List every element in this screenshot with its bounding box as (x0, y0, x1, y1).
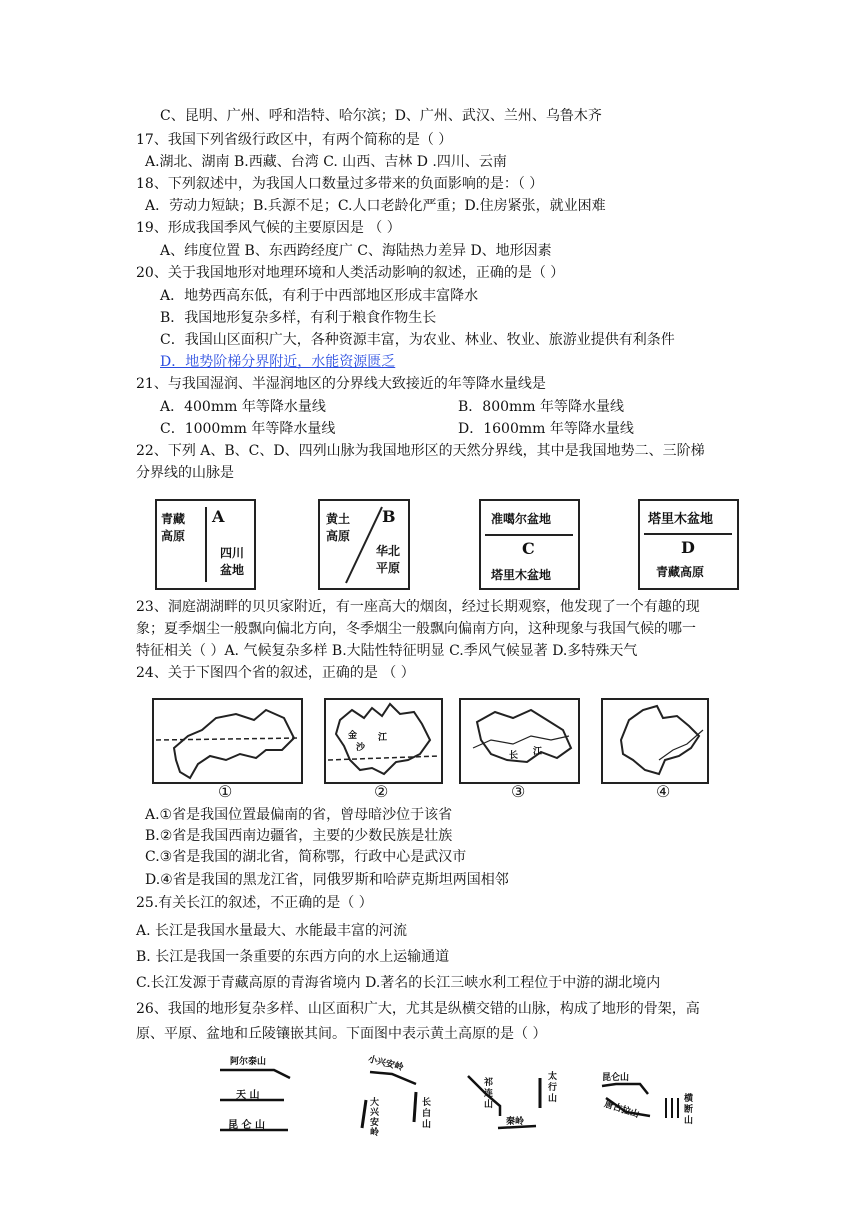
mountain-3-label-2: 太行山 (548, 1072, 558, 1104)
box-d-letter: D (681, 538, 695, 557)
box-c-letter: C (522, 539, 535, 558)
q25-option-a: A. 长江是我国水量最大、水能最丰富的河流 (136, 923, 408, 939)
q17-options: A.湖北、湖南 B.西藏、台湾 C. 山西、吉林 D .四川、云南 (145, 154, 507, 170)
q25-option-cd: C.长江发源于青藏高原的青海省境内 D.著名的长江三峡水利工程位于中游的湖北境内 (136, 975, 661, 991)
province-map-3 (459, 698, 580, 784)
q20-option-b: B．我国地形复杂多样，有利于粮食作物生长 (160, 310, 437, 326)
box-b (318, 499, 410, 590)
mountain-sketch-4 (596, 1064, 696, 1130)
q24-option-c: C.③省是我国的湖北省，简称鄂，行政中心是武汉市 (145, 849, 467, 865)
mountain-2-label-1: 小兴安岭 (366, 1054, 405, 1074)
q18-stem: 18、下列叙述中，为我国人口数量过多带来的负面影响的是：（ ） (136, 176, 544, 192)
q20-option-c: C．我国山区面积广大，各种资源丰富，为农业、林业、牧业、旅游业提供有利条件 (160, 332, 675, 348)
q23-stem-cont: 象；夏季烟尘一般飘向偏北方向，冬季烟尘一般飘向偏南方向，这种现象与我国气候的哪一 (136, 621, 696, 637)
box-b-letter: B (382, 507, 396, 526)
map2-label-2: 沙 (356, 743, 366, 753)
map3-label-1: 长 (509, 751, 519, 761)
q23-options: 特征相关（ ）A. 气候复杂多样 B.大陆性特征明显 C.季风气候显著 D.多特殊天气 (136, 643, 638, 659)
q18-options: A．劳动力短缺；B.兵源不足；C.人口老龄化严重；D.住房紧张，就业困难 (145, 198, 606, 214)
q20-stem: 20、关于我国地形对地理环境和人类活动影响的叙述，正确的是（ ） (136, 265, 565, 281)
box-a-divider (205, 507, 207, 582)
box-d-divider (644, 533, 732, 535)
q24-option-d: D.④省是我国的黑龙江省，同俄罗斯和哈萨克斯坦两国相邻 (145, 872, 509, 888)
q21-stem: 21、与我国湿润、半湿润地区的分界线大致接近的年等降水量线是 (136, 376, 546, 392)
q23-stem: 23、洞庭湖湖畔的贝贝家附近，有一座高大的烟囱，经过长期观察，他发现了一个有趣的现 (136, 599, 700, 615)
mountain-3-label-1: 祁连山 (484, 1078, 494, 1110)
box-a-bottom-right: 四川 盆地 (220, 546, 245, 577)
mountain-4-label-2: 唐古拉山 (602, 1099, 641, 1121)
mountain-2-label-2: 大兴安岭 (370, 1098, 380, 1138)
map-label-4: ④ (656, 782, 671, 801)
q22-stem: 22、下列 A、B、C、D、四列山脉为我国地形区的天然分界线，其中是我国地势二、三阶梯 (136, 443, 705, 459)
map-label-3: ③ (511, 782, 526, 801)
box-a-top-left: 青藏 高原 (161, 512, 186, 543)
box-d (638, 499, 739, 590)
box-b-top-left: 黄土 高原 (326, 512, 351, 543)
q24-option-a: A.①省是我国位置最偏南的省，曾母暗沙位于该省 (145, 807, 453, 823)
mountain-sketch-2 (352, 1052, 436, 1142)
box-a (155, 499, 256, 590)
mountain-lines-3 (462, 1072, 562, 1142)
q17-stem: 17、我国下列省级行政区中，有两个简称的是（ ） (136, 132, 453, 148)
q21-option-b: B．800mm 年等降水量线 (458, 399, 625, 415)
box-c-divider (485, 534, 573, 536)
province-map-4 (601, 698, 709, 784)
province-outline-3 (461, 700, 578, 782)
map2-label-1: 金 (348, 731, 358, 741)
mountain-3-label-3: 秦岭 (506, 1117, 525, 1127)
mountain-2-label-3: 长白山 (422, 1098, 432, 1130)
map3-label-2: 江 (533, 747, 543, 757)
q19-stem: 19、形成我国季风气候的主要原因是 （ ） (136, 220, 401, 236)
q24-option-b: B.②省是我国西南边疆省，主要的少数民族是壮族 (145, 828, 453, 844)
mountain-sketch-3 (462, 1072, 562, 1142)
q20-option-a: A．地势西高东低，有利于中西部地区形成丰富降水 (160, 288, 479, 304)
box-d-top: 塔里木盆地 (648, 512, 714, 527)
q26-stem: 26、我国的地形复杂多样、山区面积广大，尤其是纵横交错的山脉，构成了地形的骨架，高 (136, 1001, 700, 1017)
q24-stem: 24、关于下图四个省的叙述，正确的是 （ ） (136, 665, 415, 681)
map2-label-3: 江 (378, 733, 388, 743)
mountain-sketch-1 (214, 1050, 298, 1138)
province-outline-1 (154, 700, 301, 782)
q21-option-c: C．1000mm 年等降水量线 (160, 421, 336, 437)
province-outline-4 (603, 700, 707, 782)
mountain-4-label-3: 横断山 (684, 1094, 694, 1126)
q21-option-d: D．1600mm 年等降水量线 (458, 421, 634, 437)
q26-stem-cont: 原、平原、盆地和丘陵镶嵌其间。下面图中表示黄土高原的是（ ） (136, 1026, 547, 1042)
box-c-bottom: 塔里木盆地 (491, 568, 552, 582)
q25-stem: 25.有关长江的叙述，不正确的是（ ） (136, 895, 373, 911)
box-c-top: 准噶尔盆地 (491, 512, 552, 526)
map-label-2: ② (374, 782, 389, 801)
q21-option-a: A．400mm 年等降水量线 (160, 399, 326, 415)
q22-stem-cont: 分界线的山脉是 (136, 465, 234, 481)
box-c (479, 499, 580, 590)
q20-option-d[interactable]: D．地势阶梯分界附近，水能资源匮乏 (160, 354, 396, 370)
province-map-2 (324, 698, 443, 784)
box-b-bottom-right: 华北 平原 (376, 544, 401, 575)
q25-option-b: B. 长江是我国一条重要的东西方向的水上运输通道 (136, 949, 450, 965)
box-d-bottom: 青藏高原 (656, 565, 705, 579)
map-label-1: ① (218, 782, 233, 801)
mountain-1-label-3: 昆 仑 山 (228, 1120, 265, 1131)
q16-option-cd: C、昆明、广州、呼和浩特、哈尔滨；D、广州、武汉、兰州、乌鲁木齐 (160, 108, 602, 124)
q19-options: A、纬度位置 B、东西跨经度广 C、海陆热力差异 D、地形因素 (160, 243, 552, 259)
province-map-1 (152, 698, 303, 784)
box-a-letter: A (212, 507, 225, 526)
mountain-1-label-2: 天 山 (236, 1090, 260, 1101)
mountain-1-label-1: 阿尔泰山 (230, 1057, 267, 1067)
mountain-4-label-1: 昆仑山 (602, 1073, 630, 1083)
